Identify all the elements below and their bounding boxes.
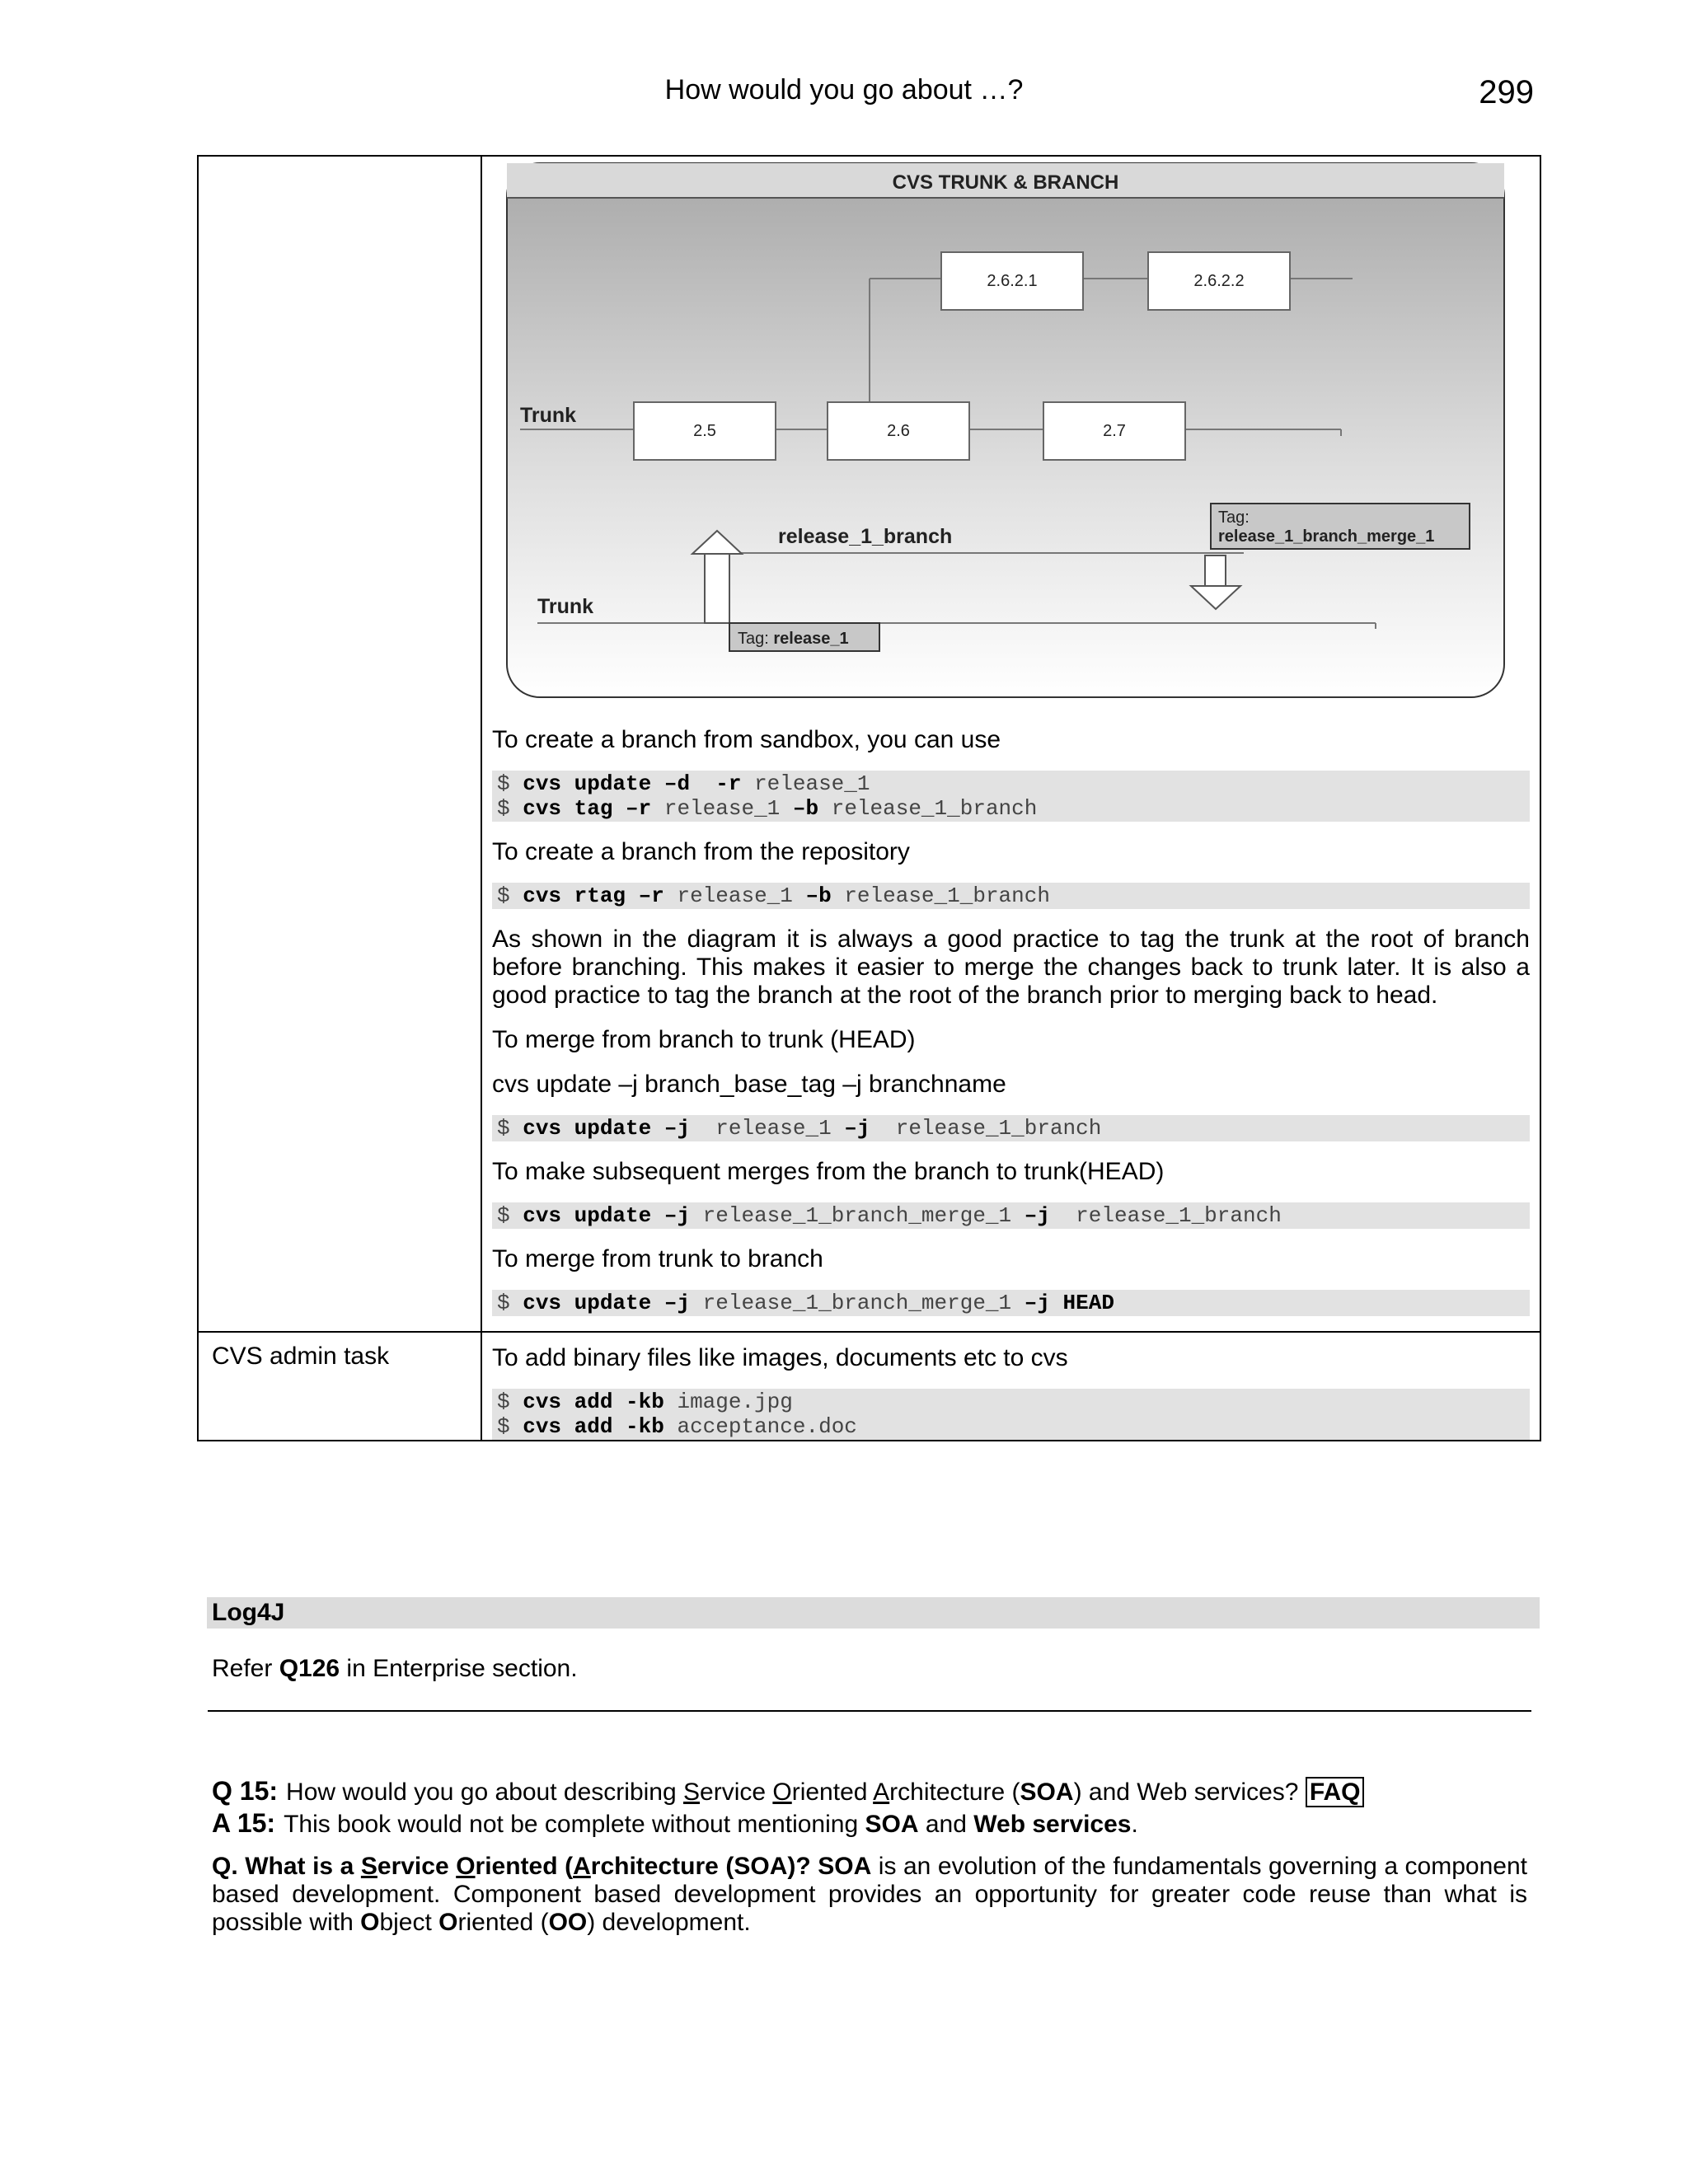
question-text: O	[772, 1779, 792, 1806]
code-cmd: cvs update –j	[523, 1291, 691, 1315]
page-header-title: How would you go about …?	[664, 74, 1024, 105]
answer-label: A 15:	[212, 1808, 276, 1838]
soa-text: rchitecture (SOA)?	[590, 1853, 811, 1880]
diagram-title: CVS TRUNK & BRANCH	[892, 171, 1119, 194]
code-arg: release_1_branch	[831, 883, 1050, 908]
code-arg: release_1	[651, 796, 793, 821]
para-practice: As shown in the diagram it is always a good practice to tag the trunk at the root of branch before branching. This makes it easier to merge the changes back to trunk later. It is also a good practice to tag the branch at the root of the branch prior to merging back to head.	[492, 926, 1530, 1009]
code-prompt: $	[497, 1203, 523, 1228]
soa-text: Q. What is a	[212, 1853, 361, 1880]
code-prompt: $	[497, 1291, 523, 1315]
code-block-sandbox	[492, 771, 1530, 822]
answer-text: This book would not be complete without mentioning	[284, 1811, 865, 1838]
soa-text: O	[438, 1909, 458, 1936]
code-prompt: $	[497, 1414, 523, 1439]
soa-text: riented (	[475, 1853, 574, 1880]
code-opt: –j	[844, 1116, 870, 1141]
soa-text: ) development.	[587, 1909, 751, 1936]
question-text: S	[683, 1779, 701, 1806]
admin-label-cell	[198, 1332, 481, 1441]
code-cmd: cvs add -kb	[523, 1414, 664, 1439]
code-arg: release_1_branch_merge_1	[690, 1291, 1025, 1315]
answer-15	[212, 1808, 1138, 1840]
log4j-heading: Log4J	[207, 1597, 1540, 1629]
code-cmd: cvs update –j	[523, 1203, 691, 1228]
question-15	[212, 1776, 1364, 1807]
question-text: ervice	[700, 1779, 773, 1806]
refer-prefix: Refer	[212, 1655, 279, 1682]
soa-text: A	[573, 1853, 591, 1880]
code-arg: release_1	[741, 771, 870, 796]
table-row	[198, 156, 1540, 1332]
soa-text: is an evolution of the fundamentals governing a component based development. Component based development provides an opportunity for greater code reuse than what is possible with	[212, 1853, 1527, 1936]
tag-release-1-prefix: Tag:	[738, 630, 774, 648]
para-trunk-to-branch: To merge from trunk to branch	[492, 1245, 823, 1272]
faq-badge: FAQ	[1306, 1777, 1365, 1807]
answer-text: and	[918, 1811, 974, 1838]
code-prompt: $	[497, 796, 523, 821]
tag-merge-prefix: Tag:	[1218, 509, 1250, 527]
cvs-diagram	[502, 162, 1516, 701]
soa-text: SOA	[810, 1853, 872, 1880]
question-text: A	[873, 1779, 890, 1806]
tag-release-1-text	[738, 630, 849, 648]
branch-up-arrow	[705, 553, 729, 623]
tag-merge-name: release_1_branch_merge_1	[1218, 527, 1435, 546]
soa-text: ervice	[377, 1853, 457, 1880]
code-cmd: cvs update –j	[523, 1116, 691, 1141]
soa-text: S	[360, 1853, 377, 1880]
release-branch-label: release_1_branch	[778, 525, 953, 548]
code-block-rtag	[492, 883, 1530, 909]
code-prompt: $	[497, 1116, 523, 1141]
code-arg: release_1_branch_merge_1	[690, 1203, 1025, 1228]
code-prompt: $	[497, 771, 523, 796]
refer-suffix: in Enterprise section.	[340, 1655, 578, 1682]
cvs-table	[197, 155, 1541, 1441]
soa-text: O	[456, 1853, 476, 1880]
admin-task-label: CVS admin task	[212, 1343, 390, 1370]
answer-text: SOA	[865, 1811, 919, 1838]
soa-question	[212, 1853, 871, 1880]
code-arg: image.jpg	[663, 1390, 793, 1414]
page-number: 299	[1479, 74, 1534, 110]
branch-label-cell	[198, 156, 481, 1332]
code-opt: –b	[792, 796, 819, 821]
version-label-2-6: 2.6	[887, 422, 910, 440]
code-arg: release_1	[690, 1116, 845, 1141]
question-text: rchitecture (	[889, 1779, 1020, 1806]
soa-text: riented (	[457, 1909, 549, 1936]
bottom-trunk-label: Trunk	[537, 595, 594, 618]
para-subsequent: To make subsequent merges from the branch to trunk(HEAD)	[492, 1158, 1165, 1185]
code-arg: release_1_branch	[870, 1116, 1102, 1141]
top-trunk-label: Trunk	[520, 404, 577, 427]
branch-content-cell	[481, 156, 1540, 1332]
code-cmd: cvs add -kb	[523, 1390, 664, 1414]
code-arg: acceptance.doc	[663, 1414, 857, 1439]
code-opt: –j	[1024, 1203, 1050, 1228]
refer-question: Q126	[279, 1655, 340, 1682]
answer-text: .	[1131, 1811, 1138, 1838]
question-label: Q 15:	[212, 1776, 279, 1806]
code-arg: release_1	[663, 883, 806, 908]
code-arg: release_1_branch	[1049, 1203, 1282, 1228]
version-label-2-6-2-2: 2.6.2.2	[1193, 272, 1245, 290]
code-cmd: cvs tag –r	[523, 796, 652, 821]
version-label-2-7: 2.7	[1103, 422, 1126, 440]
log4j-refer	[212, 1655, 578, 1683]
merge-down-arrow	[1205, 555, 1226, 587]
table-row	[198, 1332, 1540, 1441]
code-opt: –b	[805, 883, 832, 908]
code-block-subsequent	[492, 1202, 1530, 1229]
answer-text: Web services	[973, 1811, 1132, 1838]
para-repository: To create a branch from the repository	[492, 838, 910, 865]
soa-text: OO	[548, 1909, 588, 1936]
code-prompt: $	[497, 1390, 523, 1414]
code-opt: –j HEAD	[1024, 1291, 1114, 1315]
tag-release-1-name: release_1	[773, 630, 849, 648]
question-text: ) and Web services?	[1073, 1779, 1306, 1806]
para-merge: To merge from branch to trunk (HEAD)	[492, 1026, 916, 1053]
soa-paragraph	[212, 1853, 1527, 1937]
question-text: SOA	[1020, 1779, 1074, 1806]
code-arg: release_1_branch	[818, 796, 1038, 821]
code-block-trunk-to-branch	[492, 1290, 1530, 1316]
version-label-2-5: 2.5	[693, 422, 716, 440]
cvs-diagram-svg	[502, 162, 1516, 701]
version-label-2-6-2-1: 2.6.2.1	[987, 272, 1038, 290]
code-cmd: cvs rtag –r	[523, 883, 664, 908]
code-prompt: $	[497, 883, 523, 908]
soa-text: bject	[379, 1909, 439, 1936]
section-divider	[208, 1710, 1531, 1712]
code-block-add-binary	[492, 1389, 1530, 1440]
soa-text: O	[360, 1909, 380, 1936]
para-merge-syntax: cvs update –j branch_base_tag –j branchname	[492, 1071, 1006, 1098]
question-text: riented	[791, 1779, 874, 1806]
para-sandbox: To create a branch from sandbox, you can use	[492, 726, 1001, 753]
para-binary: To add binary files like images, documents etc to cvs	[492, 1344, 1068, 1371]
code-block-merge	[492, 1115, 1530, 1141]
code-cmd: cvs update –d -r	[523, 771, 742, 796]
admin-content-cell	[481, 1332, 1540, 1441]
question-text: How would you go about describing	[286, 1779, 683, 1806]
